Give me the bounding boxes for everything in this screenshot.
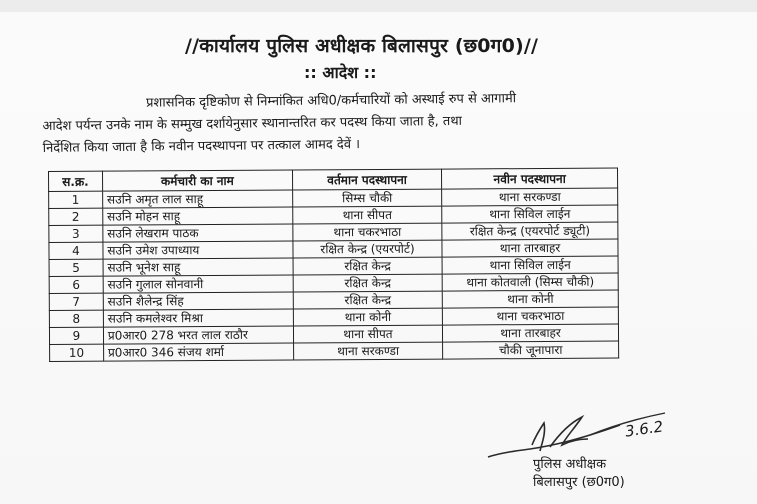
cell-current-posting: थाना कोनी: [293, 308, 442, 326]
cell-new-posting: चौकी जूनापारा: [443, 341, 619, 359]
cell-name: प्र0आर0 278 भरत लाल राठौर: [103, 326, 293, 344]
col-header-name: कर्मचारी का नाम: [102, 170, 292, 191]
cell-current-posting: थाना सीपत: [293, 325, 442, 343]
col-header-new-posting: नवीन पदस्थापना: [442, 168, 618, 189]
cell-name: सउनि उमेश उपाध्याय: [103, 241, 293, 259]
cell-name: सउनि कमलेश्वर मिश्रा: [103, 309, 293, 327]
cell-serial: 7: [49, 293, 103, 310]
cell-new-posting: थाना तारबाहर: [443, 324, 619, 342]
table-row: [50, 341, 619, 361]
col-header-serial: स.क्र.: [49, 171, 103, 191]
cell-current-posting: रक्षित केन्द्र (एयरपोर्ट): [293, 240, 442, 258]
cell-new-posting: थाना सरकण्डा: [442, 188, 618, 206]
cell-name: सउनि मोहन साहू: [103, 207, 293, 225]
cell-new-posting: थाना सिविल लाईन: [442, 256, 618, 274]
cell-serial: 2: [49, 208, 103, 225]
top-band: [0, 0, 757, 12]
cell-serial: 6: [49, 276, 103, 293]
cell-serial: 10: [50, 344, 104, 361]
paragraph-line-1: प्रशासनिक दृष्टिकोण से निम्नांकित अधि0/कर्मचारियों को अस्थाई रुप से आगामी: [146, 91, 517, 111]
cell-current-posting: थाना चकरभाठा: [293, 223, 442, 241]
paragraph-line-3: निर्देशित किया जाता है कि नवीन पदस्थापना पर तत्काल आमद देवें ।: [42, 137, 361, 156]
cell-serial: 3: [49, 225, 103, 242]
signatory-block: [533, 456, 625, 492]
cell-new-posting: थाना चकरभाठा: [443, 307, 619, 325]
cell-new-posting: थाना कोनी: [442, 290, 618, 308]
cell-current-posting: रक्षित केन्द्र: [293, 291, 442, 309]
cell-serial: 9: [49, 327, 103, 344]
cell-name: सउनि शैलेन्द्र सिंह: [103, 292, 293, 310]
cell-serial: 5: [49, 259, 103, 276]
cell-name: सउनि गुलाल सोनवानी: [103, 275, 293, 293]
cell-name: सउनि अमृत लाल साहू: [102, 190, 292, 208]
cell-new-posting: थाना तारबाहर: [442, 239, 618, 257]
cell-serial: 1: [49, 191, 103, 208]
cell-name: सउनि लेखराम पाठक: [103, 224, 293, 242]
cell-current-posting: सिम्स चौकी: [292, 189, 441, 207]
order-paragraph: [42, 86, 663, 160]
paragraph-line-2: आदेश पर्यन्त उनके नाम के सम्मुख दर्शायेनुसार स्थानान्तरित कर पदस्थ किया जाता है, तथा: [42, 113, 463, 134]
cell-current-posting: रक्षित केन्द्र: [293, 274, 442, 292]
transfer-table: [48, 168, 619, 362]
cell-current-posting: थाना सरकण्डा: [293, 342, 442, 360]
office-title: //कार्यालय पुलिस अधीक्षक बिलासपुर (छ0ग0)//: [185, 35, 539, 57]
cell-name: प्र0आर0 346 संजय शर्मा: [103, 343, 293, 361]
cell-current-posting: रक्षित केन्द्र: [293, 257, 442, 275]
order-heading: :: आदेश ::: [304, 63, 377, 82]
signatory-district: बिलासपुर (छ0ग0): [533, 475, 625, 490]
cell-new-posting: थाना कोतवाली (सिम्स चौकी): [442, 273, 618, 291]
signatory-designation: पुलिस अधीक्षक: [533, 457, 607, 472]
signature-date: 3.6.2: [623, 417, 665, 441]
col-header-current-posting: वर्तमान पदस्थापना: [292, 169, 441, 190]
cell-current-posting: थाना सीपत: [293, 206, 442, 224]
cell-serial: 8: [49, 310, 103, 327]
cell-new-posting: थाना सिविल लाईन: [442, 205, 618, 223]
cell-serial: 4: [49, 242, 103, 259]
cell-new-posting: रक्षित केन्द्र (एयरपोर्ट ड्यूटी): [442, 222, 618, 240]
cell-name: सउनि भूनेश साहू: [103, 258, 293, 276]
